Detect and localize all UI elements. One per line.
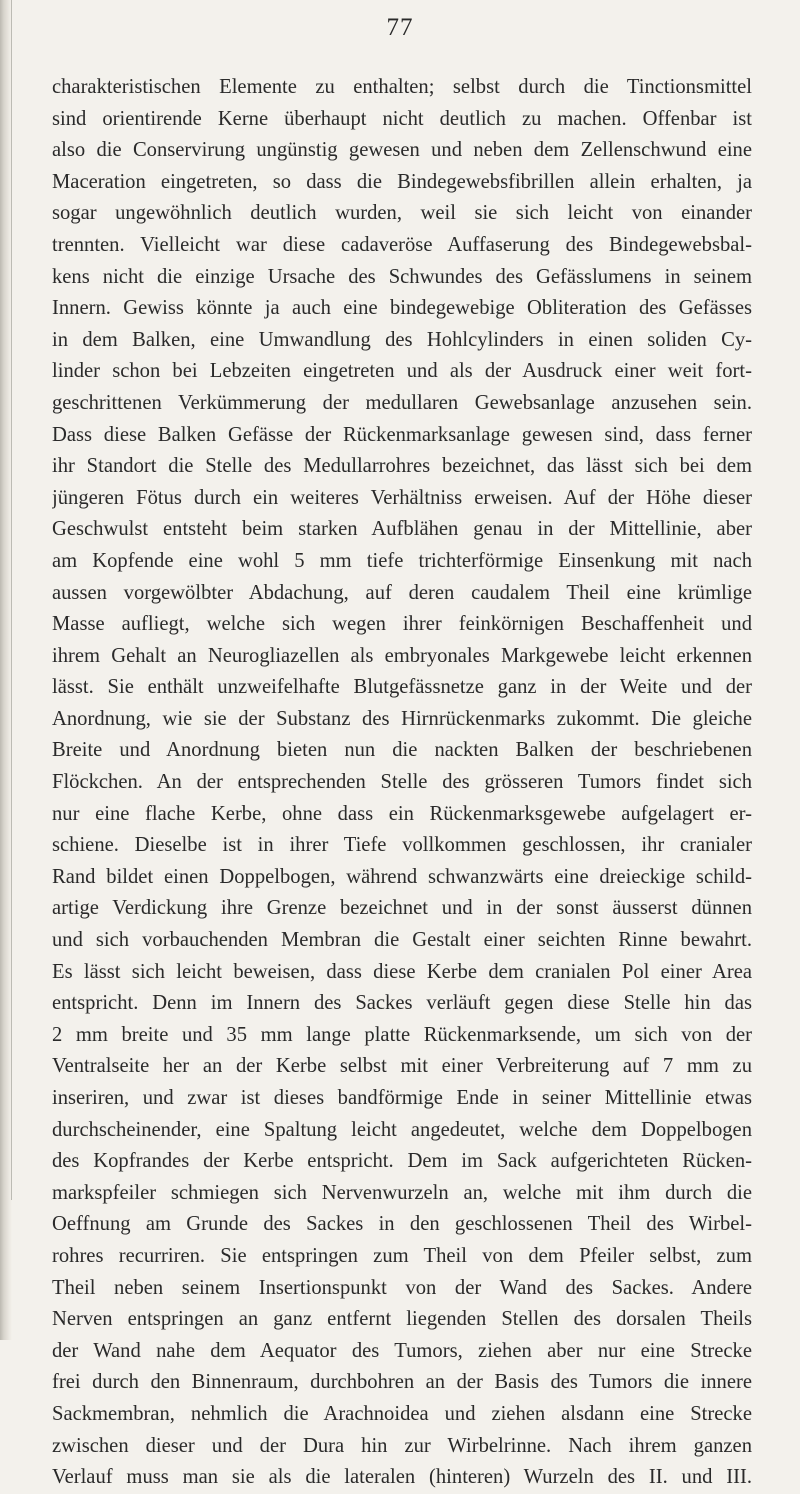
- text-line: Flöckchen. An der entsprechenden Stelle des grösseren Tumors findet sich: [52, 771, 752, 794]
- text-line: sogar ungewöhnlich deutlich wurden, weil sie sich leicht von einander: [52, 202, 752, 225]
- text-line: entspricht. Denn im Innern des Sackes verläuft gegen diese Stelle hin das: [52, 992, 752, 1015]
- text-line: lässt. Sie enthält unzweifelhafte Blutgefässnetze ganz in der Weite und der: [52, 676, 752, 699]
- text-line: der Wand nahe dem Aequator des Tumors, ziehen aber nur eine Strecke: [52, 1339, 752, 1362]
- text-line: Geschwulst entsteht beim starken Aufblähen genau in der Mittellinie, aber: [52, 518, 752, 541]
- text-line: aussen vorgewölbter Abdachung, auf deren caudalem Theil eine krümlige: [52, 581, 752, 604]
- text-line: durchscheinender, eine Spaltung leicht angedeutet, welche dem Doppelbogen: [52, 1118, 752, 1141]
- text-line: Sackmembran, nehmlich die Arachnoidea und ziehen alsdann eine Strecke: [52, 1402, 752, 1425]
- text-line: also die Conservirung ungünstig gewesen und neben dem Zellenschwund eine: [52, 139, 752, 162]
- body-text: [52, 72, 752, 1494]
- text-line: Rand bildet einen Doppelbogen, während schwanzwärts eine dreieckige schild-: [52, 865, 752, 888]
- page-number: 77: [386, 14, 414, 41]
- text-line: artige Verdickung ihre Grenze bezeichnet und in der sonst äusserst dünnen: [52, 897, 752, 920]
- text-line: rohres recurriren. Sie entspringen zum Theil von dem Pfeiler selbst, zum: [52, 1244, 752, 1267]
- text-line: ihrem Gehalt an Neurogliazellen als embryonales Markgewebe leicht erkennen: [52, 644, 752, 667]
- text-line: inseriren, und zwar ist dieses bandförmige Ende in seiner Mittellinie etwas: [52, 1087, 752, 1109]
- text-line: Breite und Anordnung bieten nun die nackten Balken der beschriebenen: [52, 739, 752, 762]
- text-line: frei durch den Binnenraum, durchbohren an der Basis des Tumors die innere: [52, 1371, 752, 1394]
- text-line: und sich vorbauchenden Membran die Gestalt einer seichten Rinne bewahrt.: [52, 929, 752, 952]
- text-line: Oeffnung am Grunde des Sackes in den geschlossenen Theil des Wirbel-: [52, 1213, 752, 1236]
- text-line: Maceration eingetreten, so dass die Bindegewebsfibrillen allein erhalten, ja: [52, 170, 752, 193]
- text-line: des Kopfrandes der Kerbe entspricht. Dem im Sack aufgerichteten Rücken-: [52, 1150, 752, 1173]
- text-line: schiene. Dieselbe ist in ihrer Tiefe vollkommen geschlossen, ihr cranialer: [52, 834, 752, 857]
- text-line: zwischen dieser und der Dura hin zur Wirbelrinne. Nach ihrem ganzen: [52, 1434, 752, 1457]
- text-line: geschrittenen Verkümmerung der medullaren Gewebsanlage anzusehen sein.: [52, 391, 752, 414]
- text-line: kens nicht die einzige Ursache des Schwundes des Gefässlumens in seinem: [52, 265, 752, 288]
- text-line: markspfeiler schmiegen sich Nervenwurzeln an, welche mit ihm durch die: [52, 1181, 752, 1204]
- binding-shadow-line: [11, 0, 12, 1200]
- text-line: Verlauf muss man sie als die lateralen (hinteren) Wurzeln des II. und III.: [52, 1466, 752, 1489]
- text-line: Dass diese Balken Gefässe der Rückenmarksanlage gewesen sind, dass ferner: [52, 423, 752, 446]
- text-line: Masse aufliegt, welche sich wegen ihrer feinkörnigen Beschaffenheit und: [52, 613, 752, 636]
- text-line: Ventralseite her an der Kerbe selbst mit einer Verbreiterung auf 7 mm zu: [52, 1055, 752, 1078]
- text-line: in dem Balken, eine Umwandlung des Hohlcylinders in einen soliden Cy-: [52, 328, 752, 351]
- text-line: trennten. Vielleicht war diese cadaveröse Auffaserung des Bindegewebsbal-: [52, 233, 752, 256]
- text-line: Anordnung, wie sie der Substanz des Hirnrückenmarks zukommt. Die gleiche: [52, 707, 752, 730]
- text-line: jüngeren Fötus durch ein weiteres Verhältniss erweisen. Auf der Höhe dieser: [52, 486, 752, 509]
- text-line: Theil neben seinem Insertionspunkt von der Wand des Sackes. Andere: [52, 1276, 752, 1299]
- text-line: nur eine flache Kerbe, ohne dass ein Rückenmarksgewebe aufgelagert er-: [52, 802, 752, 825]
- text-line: linder schon bei Lebzeiten eingetreten und als der Ausdruck einer weit fort-: [52, 360, 752, 383]
- text-line: charakteristischen Elemente zu enthalten; selbst durch die Tinctionsmittel: [52, 76, 752, 98]
- text-line: sind orientirende Kerne überhaupt nicht deutlich zu machen. Offenbar ist: [52, 107, 752, 130]
- text-line: Nerven entspringen an ganz entfernt liegenden Stellen des dorsalen Theils: [52, 1308, 752, 1331]
- text-line: Es lässt sich leicht beweisen, dass diese Kerbe dem cranialen Pol einer Area: [52, 960, 752, 983]
- text-line: ihr Standort die Stelle des Medullarrohres bezeichnet, das lässt sich bei dem: [52, 455, 752, 478]
- text-line: Innern. Gewiss könnte ja auch eine bindegewebige Obliteration des Gefässes: [52, 297, 752, 320]
- text-line: 2 mm breite und 35 mm lange platte Rückenmarksende, um sich von der: [52, 1023, 752, 1046]
- text-line: am Kopfende eine wohl 5 mm tiefe trichterförmige Einsenkung mit nach: [52, 549, 752, 572]
